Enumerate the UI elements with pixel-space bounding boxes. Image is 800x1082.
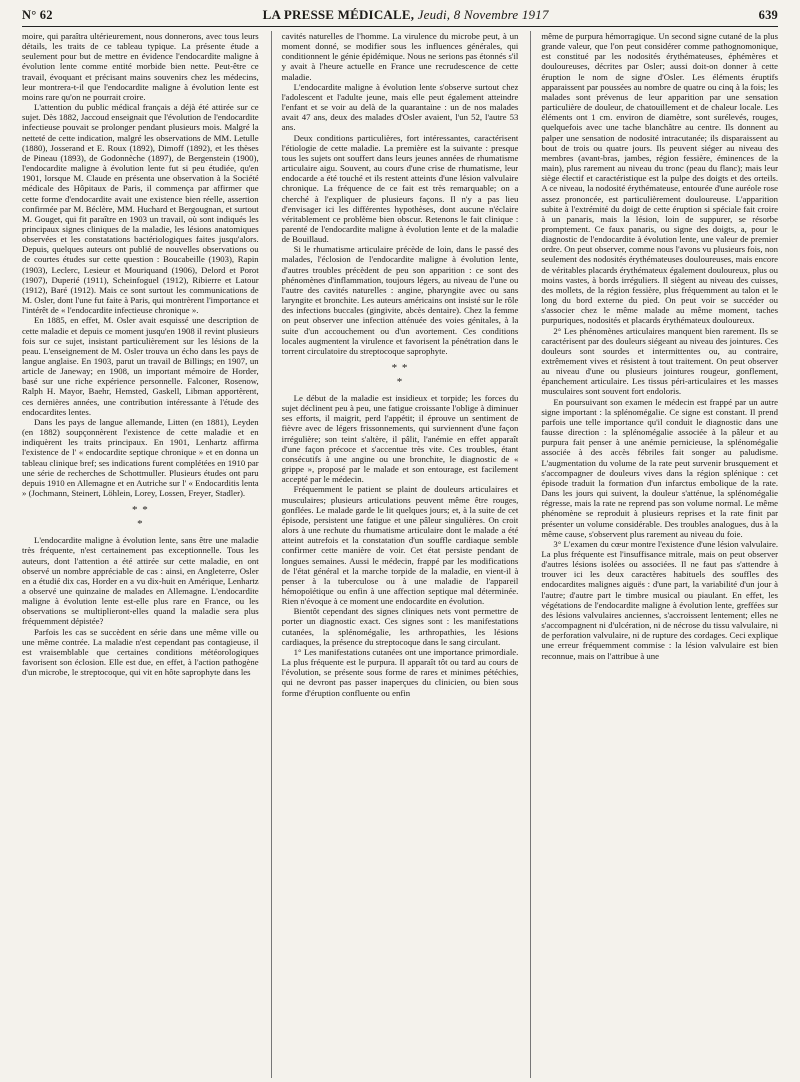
paragraph: Fréquemment le patient se plaint de douleurs articulaires et musculaires; plusieurs articulations peuvent même être rouges, gonflées. Le malade garde le lit quelques jours; et, à la suite de cet épisode, persistent une fatigue et une pâleur singulières. On croit alors à une rechute du rhumatisme articulaire dont le malade a été atteint autrefois et la constatation d'un souffle cardiaque semble confirmer cette manière de voir. Cet état persiste pendant de longues semaines. Aussi le médecin, frappé par les modifications de l'état général et la marche torpide de la maladie, en vient-il à penser à la tuberculose ou à une maladie de l'appareil hémopoïétique ou enfin à une affection septique mal déterminée. Rien n'évoque à ce moment une endocardite en évolution. (281, 484, 519, 607)
paragraph: Dans les pays de langue allemande, Litten (en 1881), Leyden (en 1882) soupçonnèrent l'existence de cette maladie et en indiquèrent les traits principaux. En 1901, Lenhartz affirma l'existence de l' « endocardite septique chronique » et en donna un tableau clinique bref; ses indications furent complétées en 1910 par une série de recherches de Schottmuller. Plusieurs études ont paru depuis 1910 en Allemagne et en Autriche sur l' « Endocarditis lenta » (Jochmann, Steinert, Löhlein, Lorey, Lossen, Freyer, Stadler). (22, 416, 259, 499)
paragraph: cavités naturelles de l'homme. La virulence du microbe peut, à un moment donné, se modifier sous les influences générales, qui conditionnent le génie épidémique. Nous ne serions pas étonnés s'il y avait à l'heure actuelle en France une recrudescence de cette maladie. (281, 31, 519, 82)
page-number: 639 (758, 7, 778, 22)
paragraph: L'endocardite maligne à évolution lente s'observe surtout chez l'adolescent et l'adulte jeune, mais elle peut également atteindre l'enfant et se voir au delà de la quarantaine : un de nos malades avait 47 ans, deux des malades d'Osler avaient, l'un 52, l'autre 53 ans. (281, 81, 519, 133)
column-2 (271, 31, 519, 1078)
column-1 (22, 31, 259, 1078)
issue-date: Jeudi, 8 Novembre 1917 (417, 7, 549, 22)
paragraph: En poursuivant son examen le médecin est frappé par un autre signe important : la splénomégalie. Ce signe est constant. Il prend parfois une telle importance qu'il conduit le diagnostic dans une fausse direction : la splénomégalie associée à la pâleur et au purpura fait penser à une anémie pernicieuse, la splénomégalie associée à des accès fébriles fait songer au paludisme. L'augmentation du volume de la rate peut survenir brusquement et s'accompagner de douleurs vives dans la région splénique : cet épisode traduit la formation d'un infarctus embolique de la rate. Dans les jours qui suivent, la douleur s'atténue, la splénomégalie régresse, mais la rate ne reprend pas son volume normal. Le même phénomène se reproduit à plusieurs reprises et la rate finit par présenter un volume considérable. Des troubles analogues, dus à la même cause, s'observent plus rarement au niveau du foie. (541, 396, 779, 539)
journal-name: LA PRESSE MÉDICALE, (262, 7, 415, 22)
paragraph: même de purpura hémorragique. Un second signe cutané de la plus grande valeur, que l'on peut considérer comme pathognomonique, est constitué par les nodosités érythémateuses, éphémères et douloureuses, décrites par Osler; aussi doit-on donner à cette éruption le nom de signe d'Osler. Les éléments éruptifs apparaissent par poussées au nombre de quatre ou cinq à la fois; les malades sont prévenus de leur apparition par une sensation particulière de douleur, de chatouillement et de chaleur locale. Les éléments ont 1 cm. environ de diamètre, sont surélevés, rouges, quelquefois avec une tache blanchâtre au centre. Ils donnent au palper une sensation de nodosité intracutanée; ils disparaissent au bout de trois ou quatre jours. Ils peuvent siéger au niveau des membres (avant-bras, jambes, région fessière, éminences de la main), plus rarement au niveau du tronc (peau du flanc); mais leur siège électif et caractéristique est la pulpe des doigts et des orteils. A ce niveau, la nodosité érythémateuse, entourée d'une auréole rose assez prononcée, est particulièrement douloureuse. L'apparition subite à l'extrémité du doigt de cette éruption si spéciale fait croire à un panaris, mais la lésion, loin de suppurer, se résorbe promptement. Ce faux panaris, ou signe des doigts, a, pour le diagnostic de l'endocardite à évolution lente, une valeur de premier ordre. On peut observer, comme nous l'avons vu plusieurs fois, non seulement des nodosités érythémateuses douloureuses, mais encore de véritables placards érythémateux également douloureux, plus ou moins vastes, à bords irréguliers. Il siègent au niveau des cuisses, des mollets, de la région fessière, plus fréquemment au talon et le long du bord externe du pied. On peut voir se succéder ou s'associer chez le même malade au même moment, taches purpuriques, nodosités et placards érythémateux douloureux. (541, 31, 779, 326)
section-separator: * * * (131, 504, 149, 531)
paragraph: Parfois les cas se succèdent en série dans une même ville ou une même contrée. La maladie n'est cependant pas contagieuse, il est vraisemblable que certaines conditions météorologiques favorisent son éclosion. Elle est due, en effet, à l'action pathogène d'un microbe, le streptocoque, qui vit en hôte saprophyte dans les (22, 626, 259, 678)
paragraph: 2° Les phénomènes articulaires manquent bien rarement. Ils se caractérisent par des douleurs siégeant au niveau des jointures. Ces douleurs sont sourdes et intermittentes ou, au contraire, extrêmement vives et résistent à tout traitement. On peut observer au niveau d'une ou plusieurs jointures rougeur, gonflement, épanchement articulaire. Les tissus péri-articulaires et les masses musculaires sont souvent fort endoloris. (541, 325, 779, 397)
paragraph: 3° L'examen du cœur montre l'existence d'une lésion valvulaire. La plus fréquente est l'insuffisance mitrale, mais on peut observer d'autres lésions isolées ou associées. Il ne faut pas s'attendre à trouver ici les deux caractères habituels des souffles des endocardites malignes aiguës : d'une part, la variabilité d'un jour à l'autre; d'autre part le timbre musical ou piaulant. En effet, les végétations de l'endocardite maligne à évolution lente, greffées sur des lésions valvulaires anciennes, s'accroissent lentement; elles ne s'accompagnent ni d'ulcération, ni de nécrose du tissu valvulaire, ni de perforation valvulaire, ni de rupture des cordages. Ceci explique une erreur fréquemment commise : la lésion valvulaire est bien reconnue, mais on l'attribue à une (541, 538, 779, 661)
issue-number: N° 62 (22, 7, 53, 22)
paragraph: moire, qui paraîtra ultérieurement, nous donnerons, avec tous leurs détails, les traits de ce tableau typique. La présente étude a seulement pour but de mettre en évidence l'endocardite maligne à évolution lente comme entité morbide bien nette. Peut-être ce travail, évoquant et précisant mains souvenirs chez les médecins, leur montrera-t-il que l'endocardite maligne à évolution lente est moins rare qu'on ne pourrait croire. (22, 31, 259, 102)
paragraph: En 1885, en effet, M. Osler avait esquissé une description de cette maladie et depuis ce moment jusqu'en 1908 il revint plusieurs fois sur ce sujet, insistant particulièrement sur les lésions de la peau. L'enseignement de M. Osler trouva un écho dans les pays de langue anglaise. En 1903, parut un travail de Billings; en 1907, un article de Janeway; en 1908, un important mémoire de Horder, basé sur une riche expérience personnelle. Falconer, Rosenow, Ralph H. Mayor, Baehr, Hemsted, Gaskell, Libman apportèrent, ces dernières années, une contribution intéressante à l'étude des endocardites lentes. (22, 315, 259, 417)
paragraph: L'endocardite maligne à évolution lente, sans être une maladie très fréquente, n'est certainement pas exceptionnelle. Tous les auteurs, dont l'attention a été attirée sur cette maladie, en ont observé un nombre appréciable de cas : ainsi, en Angleterre, Osler en a étudié dix cas, Horder en a vu dix-huit en Amérique, Lenhartz a observé une quinzaine de malades en Allemagne. L'endocardite maligne à évolution lente est-elle plus rare en France, ou les observations se multiplieront-elles quand la maladie sera plus fréquemment dépistée? (22, 535, 259, 627)
header-rule (22, 26, 778, 27)
paragraph: L'attention du public médical français a déjà été attirée sur ce sujet. Dès 1882, Jaccoud enseignait que l'évolution de l'endocardite infectieuse pouvait se prolonger pendant plusieurs mois. Malgré la netteté de cette indication, malgré les observations de MM. Letulle (1880), Josserand et E. Roux (1892), Dimoff (1892), et les thèses de Pineau (1893), de Godonnèche (1897), de Bergenstein (1900), l'endocardite maligne à évolution lente fut si peu étudiée, qu'en 1901, lorsque M. Claude en présenta une observation à la Société médicale des Hôpitaux de Paris, il commença par affirmer que cette forme d'endocardite avait une existence bien réelle, assertion confirmée par M. Béclère, MM. Huchard et Bergougnan, et surtout M. Gouget, qui fit paraître en 1903 un travail, où sont indiqués les principaux signes cliniques de la maladie, les lésions anatomiques observées et les constatations bactériologiques faites jusqu'alors. Depuis, quelques auteurs ont publié de nouvelles observations ou de courtes études sur cette question : Boucabeille (1903), Rapin (1903), Leclerc, Lesieur et Mouriquand (1906), Delord et Porot (1907), Duperié (1911), Scheinfoguel (1912), Ribierre et Latour (1912), Baré (1912). Mais ce sont surtout les communications de M. Osler, dont l'une fut faite à Paris, qui montrèrent l'importance et l'intérêt de « l'endocardite infectieuse chronique ». (22, 102, 259, 316)
paragraph: Le début de la maladie est insidieux et torpide; les forces du sujet déclinent peu à peu, une fatigue croissante l'oblige à diminuer ses efforts, il maigrit, perd l'appétit; il éprouve un sentiment de fièvre avec de légers frissonnements, qui surviennent d'une façon irrégulière; son teint s'altère, il pâlit, l'anémie en effet apparaît d'une façon précoce et s'accentue très vite. Ces troubles, étant consécutifs à une angine ou une bronchite, le diagnostic de « grippe », proposé par le malade et son entourage, est facilement accepté par le médecin. (281, 393, 519, 485)
article-columns (22, 31, 778, 1078)
paragraph: Deux conditions particulières, fort intéressantes, caractérisent l'étiologie de cette maladie. La première est la suivante : presque tous les sujets ont souffert dans leurs jeunes années de rhumatisme articulaire aigu. Souvent, au cours d'une crise de rhumatisme, leur endocarde a été touché et ils restent atteints d'une lésion valvulaire chronique. La fréquence de ce fait est très remarquable; on a cherché à l'expliquer de plusieurs façons. Il n'y a pas lieu d'envisager ici les différentes hypothèses, dont aucune n'éclaire véritablement ce problème bien obscur. Retenons le fait clinique : parenté de l'endocardite maligne à évolution lente et de la maladie de Bouillaud. (281, 132, 519, 245)
column-3 (530, 31, 778, 1078)
journal-title-line (263, 7, 549, 23)
page-header (22, 4, 778, 26)
section-separator: * * * (391, 362, 409, 388)
paragraph: Si le rhumatisme articulaire précède de loin, dans le passé des malades, l'éclosion de l'endocardite maligne à évolution lente, d'autres troubles précèdent de peu son apparition : ce sont des phénomènes d'inflammation, toujours légers, au niveau de l'une ou l'autre des cavités naturelles : angine, pharyngite avec ou sans laryngite et bronchite. Les auteurs américains ont insisté sur le rôle des infections buccales (gingivite, abcès dentaire). Chez la femme on peut observer une infection atténuée des voies génitales, à la suite d'un accouchement ou d'un avortement. Ces conditions locales augmentent la virulence et favorisent la pénétration dans le torrent circulatoire du streptocoque saprophyte. (281, 244, 519, 356)
paragraph: Bientôt cependant des signes cliniques nets vont permettre de porter un diagnostic exact. Ces signes sont : les manifestations cutanées, la splénomégalie, les arthropathies, les lésions cardiaques, la présence du streptocoque dans le sang circulant. (281, 606, 519, 647)
paragraph: 1° Les manifestations cutanées ont une importance primordiale. La plus fréquente est le purpura. Il apparaît tôt ou tard au cours de l'évolution, se présente sous forme de rares et minimes pétéchies, qui ne devront pas passer inaperçues du clinicien, ou bien sous forme d'éruption confluente ou enfin (281, 646, 519, 698)
